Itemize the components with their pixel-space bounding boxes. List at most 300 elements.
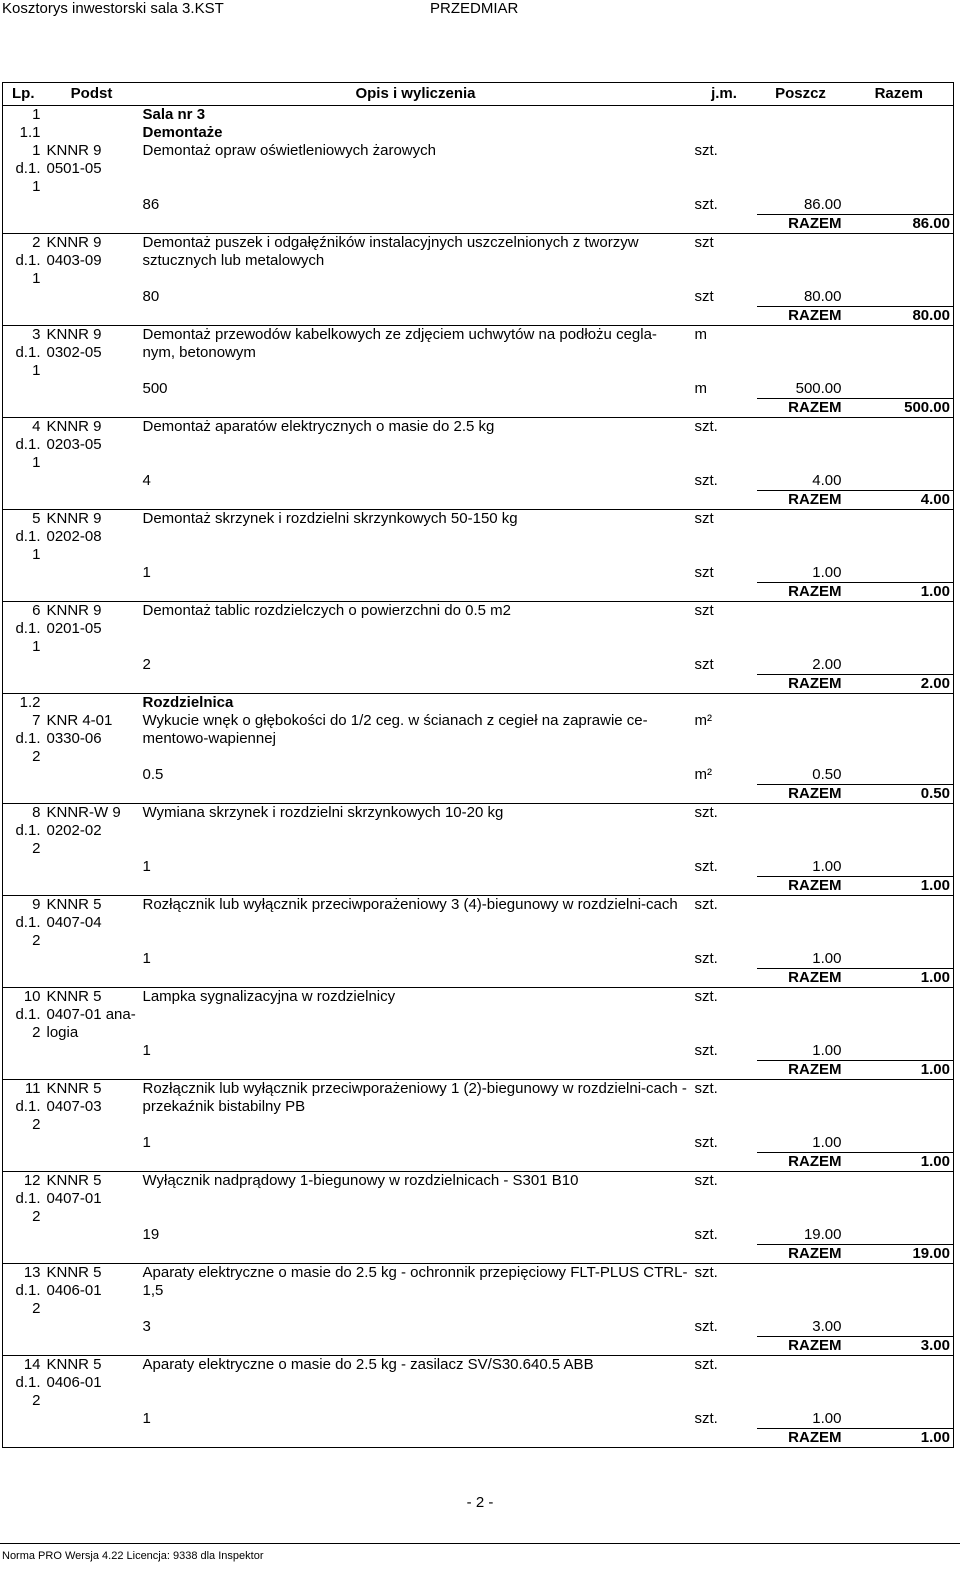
calc-unit: szt xyxy=(694,288,714,305)
calc-expression: 2 xyxy=(142,656,151,673)
item-spacer xyxy=(845,804,954,859)
item-podst-line: 0407-01 ana- xyxy=(46,1006,136,1023)
razem-label: RAZEM xyxy=(757,969,845,988)
razem-spacer xyxy=(692,969,757,988)
calc-poszcz: 1.00 xyxy=(812,1042,842,1059)
calc-spacer xyxy=(845,380,954,399)
calculation-row xyxy=(3,1410,954,1429)
calc-spacer xyxy=(44,656,140,675)
table-row xyxy=(3,988,954,1043)
calc-spacer xyxy=(3,766,44,785)
table-row xyxy=(3,712,954,766)
item-description: Aparaty elektryczne o masie do 2.5 kg - ochronnik przepięciowy FLT-PLUS CTRL-1,5 xyxy=(140,1264,692,1319)
subsection-name: Demontaże xyxy=(142,124,223,141)
calc-spacer xyxy=(845,656,954,675)
razem-value: 1.00 xyxy=(845,1153,954,1172)
item-podst-line: KNNR 5 xyxy=(46,896,102,913)
item-unit: szt xyxy=(692,602,757,657)
calc-unit: szt. xyxy=(694,1410,718,1427)
item-description: Aparaty elektryczne o masie do 2.5 kg - zasilacz SV/S30.640.5 ABB xyxy=(140,1356,692,1411)
razem-value: 86.00 xyxy=(845,215,954,234)
calc-spacer xyxy=(44,196,140,215)
table-row xyxy=(3,142,954,196)
razem-spacer xyxy=(692,675,757,694)
item-lp xyxy=(3,602,44,657)
item-podst-line: KNNR 9 xyxy=(46,142,102,159)
item-lp-line: 6 xyxy=(32,602,41,619)
item-lp-line: 1 xyxy=(32,270,41,287)
razem-label: RAZEM xyxy=(757,583,845,602)
item-podst-line: KNNR 9 xyxy=(46,510,102,527)
calc-spacer xyxy=(44,1226,140,1245)
razem-spacer xyxy=(3,675,44,694)
razem-row xyxy=(3,215,954,234)
calc-poszcz: 0.50 xyxy=(812,766,842,783)
item-description: Demontaż przewodów kabelkowych ze zdjęciem uchwytów na podłożu cegla-nym, betonowym xyxy=(140,326,692,381)
item-unit: szt. xyxy=(692,896,757,951)
subsection-spacer xyxy=(44,694,140,713)
item-podst-line: KNNR 5 xyxy=(46,1356,102,1373)
razem-row xyxy=(3,583,954,602)
item-lp-line: d.1. xyxy=(15,1282,41,1299)
item-lp xyxy=(3,1264,44,1319)
razem-spacer xyxy=(140,215,692,234)
item-unit: szt xyxy=(692,234,757,289)
calc-spacer xyxy=(3,1134,44,1153)
item-spacer xyxy=(757,1172,845,1227)
item-lp-line: 1 xyxy=(32,142,41,159)
calc-expression: 1 xyxy=(142,1410,151,1427)
calc-poszcz: 3.00 xyxy=(812,1318,842,1335)
razem-label: RAZEM xyxy=(757,785,845,804)
razem-spacer xyxy=(692,1153,757,1172)
item-podst-line: KNR 4-01 xyxy=(46,712,113,729)
section-name: Sala nr 3 xyxy=(142,106,206,123)
calculation-row xyxy=(3,1318,954,1337)
razem-spacer xyxy=(692,399,757,418)
item-podst-line: 0501-05 xyxy=(46,160,102,177)
razem-spacer xyxy=(140,1245,692,1264)
razem-spacer xyxy=(692,1245,757,1264)
item-description: Demontaż puszek i odgałęźników instalacyjnych uszczelnionych z tworzyw sztucznych lub metalowych xyxy=(140,234,692,289)
calc-spacer xyxy=(44,564,140,583)
calc-unit: szt xyxy=(694,564,714,581)
razem-row xyxy=(3,1061,954,1080)
item-podst-line: KNNR 5 xyxy=(46,1264,102,1281)
calc-unit: szt. xyxy=(694,196,718,213)
table-row xyxy=(3,1172,954,1227)
item-lp-line: 2 xyxy=(32,840,41,857)
calculation-row xyxy=(3,766,954,785)
item-podst-line: KNNR 9 xyxy=(46,326,102,343)
calculation-row xyxy=(3,656,954,675)
razem-value: 4.00 xyxy=(845,491,954,510)
calculation-row xyxy=(3,564,954,583)
calc-unit: szt. xyxy=(694,950,718,967)
item-spacer xyxy=(757,988,845,1043)
item-spacer xyxy=(845,510,954,565)
item-lp xyxy=(3,896,44,951)
calc-spacer xyxy=(845,766,954,785)
subsection-lp: 1.2 xyxy=(3,694,44,713)
page-number: - 2 - xyxy=(466,1494,494,1511)
subsection-spacer xyxy=(845,124,954,142)
calc-expression: 3 xyxy=(142,1318,151,1335)
razem-spacer xyxy=(44,215,140,234)
item-lp xyxy=(3,712,44,766)
calc-unit: m² xyxy=(694,766,712,783)
calc-spacer xyxy=(3,564,44,583)
calc-spacer xyxy=(845,196,954,215)
razem-spacer xyxy=(692,215,757,234)
calc-unit: m xyxy=(694,380,707,397)
calc-spacer xyxy=(44,472,140,491)
item-lp-line: d.1. xyxy=(15,160,41,177)
item-spacer xyxy=(757,896,845,951)
item-lp-line: 7 xyxy=(32,712,41,729)
item-lp-line: 12 xyxy=(23,1172,41,1189)
item-lp-line: 2 xyxy=(32,932,41,949)
razem-value: 1.00 xyxy=(845,969,954,988)
subsection-lp: 1.1 xyxy=(19,124,41,141)
calc-spacer xyxy=(44,1410,140,1429)
item-spacer xyxy=(845,896,954,951)
razem-spacer xyxy=(44,307,140,326)
item-lp-line: 11 xyxy=(24,1080,41,1097)
calc-spacer xyxy=(3,472,44,491)
calc-expression: 86 xyxy=(142,196,160,213)
item-unit: szt. xyxy=(692,1264,757,1319)
calc-unit: szt. xyxy=(694,1318,718,1335)
item-lp xyxy=(3,804,44,859)
razem-row xyxy=(3,785,954,804)
subsection-spacer xyxy=(692,694,757,713)
calc-expression: 1 xyxy=(142,858,151,875)
razem-spacer xyxy=(692,1061,757,1080)
footer-license: Norma PRO Wersja 4.22 Licencja: 9338 dla Inspektor xyxy=(2,1550,264,1562)
section-spacer xyxy=(692,106,757,125)
item-description: Demontaż aparatów elektrycznych o masie do 2.5 kg xyxy=(140,418,692,473)
item-podst xyxy=(44,326,140,381)
calc-spacer xyxy=(845,472,954,491)
item-podst xyxy=(44,988,140,1043)
item-podst-line: 0202-08 xyxy=(46,528,102,545)
calculation-row xyxy=(3,950,954,969)
calc-expression: 0.5 xyxy=(142,766,164,783)
razem-spacer xyxy=(140,399,692,418)
item-spacer xyxy=(757,1080,845,1135)
section-spacer xyxy=(757,106,845,125)
item-lp xyxy=(3,1080,44,1135)
razem-spacer xyxy=(44,785,140,804)
razem-value: 1.00 xyxy=(845,1061,954,1080)
subsection-row xyxy=(3,124,954,142)
item-description: Rozłącznik lub wyłącznik przeciwporażeniowy 3 (4)-biegunowy w rozdzielni-cach xyxy=(140,896,692,951)
razem-spacer xyxy=(140,491,692,510)
item-podst-line: 0403-09 xyxy=(46,252,102,269)
razem-label: RAZEM xyxy=(757,877,845,896)
item-spacer xyxy=(757,510,845,565)
table-row xyxy=(3,804,954,859)
item-description: Demontaż skrzynek i rozdzielni skrzynkowych 50-150 kg xyxy=(140,510,692,565)
item-lp xyxy=(3,234,44,289)
razem-spacer xyxy=(44,675,140,694)
calc-poszcz: 1.00 xyxy=(812,1134,842,1151)
razem-label: RAZEM xyxy=(757,1245,845,1264)
item-description: Rozłącznik lub wyłącznik przeciwporażeniowy 1 (2)-biegunowy w rozdzielni-cach - przekaźnik bistabilny PB xyxy=(140,1080,692,1135)
col-lp-header: Lp. xyxy=(3,83,44,106)
calculation-row xyxy=(3,196,954,215)
razem-value: 1.00 xyxy=(845,583,954,602)
item-description: Lampka sygnalizacyjna w rozdzielnicy xyxy=(140,988,692,1043)
razem-spacer xyxy=(3,1153,44,1172)
item-spacer xyxy=(845,1264,954,1319)
item-lp-line: 5 xyxy=(32,510,41,527)
item-lp-line: d.1. xyxy=(15,730,41,747)
calc-spacer xyxy=(3,1042,44,1061)
item-lp-line: 1 xyxy=(32,178,41,195)
section-lp: 1 xyxy=(32,106,41,123)
item-podst-line: 0330-06 xyxy=(46,730,102,747)
razem-spacer xyxy=(3,969,44,988)
item-spacer xyxy=(845,1080,954,1135)
calculation-row xyxy=(3,858,954,877)
razem-label: RAZEM xyxy=(757,1061,845,1080)
calc-poszcz: 19.00 xyxy=(803,1226,842,1243)
razem-spacer xyxy=(140,1061,692,1080)
table-row xyxy=(3,1264,954,1319)
item-podst-line: KNNR 5 xyxy=(46,1080,102,1097)
item-unit: szt. xyxy=(694,142,718,159)
razem-label: RAZEM xyxy=(757,1429,845,1448)
razem-row xyxy=(3,877,954,896)
item-spacer xyxy=(757,712,845,766)
razem-row xyxy=(3,491,954,510)
razem-spacer xyxy=(140,307,692,326)
razem-spacer xyxy=(692,1337,757,1356)
calc-spacer xyxy=(44,1318,140,1337)
calc-expression: 1 xyxy=(142,950,151,967)
table-row xyxy=(3,418,954,473)
calc-spacer xyxy=(3,656,44,675)
col-podst-header: Podst xyxy=(44,83,140,106)
item-podst xyxy=(44,142,140,196)
item-unit: szt. xyxy=(692,804,757,859)
calc-poszcz: 80.00 xyxy=(803,288,842,305)
calc-spacer xyxy=(3,1410,44,1429)
item-podst xyxy=(44,1080,140,1135)
calc-expression: 4 xyxy=(142,472,151,489)
razem-spacer xyxy=(3,785,44,804)
table-row xyxy=(3,1356,954,1411)
razem-label: RAZEM xyxy=(757,1153,845,1172)
col-poszcz-header: Poszcz xyxy=(757,83,845,106)
item-lp-line: 2 xyxy=(32,1208,41,1225)
item-podst-line: 0202-02 xyxy=(46,822,102,839)
item-spacer xyxy=(845,988,954,1043)
razem-spacer xyxy=(44,877,140,896)
razem-value: 80.00 xyxy=(845,307,954,326)
item-lp-line: 4 xyxy=(32,418,41,435)
item-podst-line: 0406-01 xyxy=(46,1374,102,1391)
item-spacer xyxy=(757,602,845,657)
item-unit: m² xyxy=(694,712,712,729)
col-opis-header: Opis i wyliczenia xyxy=(140,83,692,106)
subsection-spacer xyxy=(692,124,757,142)
item-lp-line: d.1. xyxy=(15,252,41,269)
item-lp-line: 2 xyxy=(32,748,41,765)
calc-poszcz: 86.00 xyxy=(803,196,842,213)
razem-spacer xyxy=(140,1429,692,1448)
calculation-row xyxy=(3,1042,954,1061)
calc-spacer xyxy=(3,288,44,307)
item-spacer xyxy=(845,142,954,196)
razem-label: RAZEM xyxy=(757,215,845,234)
razem-spacer xyxy=(3,583,44,602)
item-podst-line: 0407-03 xyxy=(46,1098,102,1115)
razem-spacer xyxy=(692,877,757,896)
calc-spacer xyxy=(44,766,140,785)
item-podst-line: KNNR 9 xyxy=(46,602,102,619)
item-podst-line: 0201-05 xyxy=(46,620,102,637)
item-spacer xyxy=(845,418,954,473)
section-spacer xyxy=(845,106,954,125)
calc-poszcz: 1.00 xyxy=(812,950,842,967)
item-spacer xyxy=(845,326,954,381)
item-podst-line: 0406-01 xyxy=(46,1282,102,1299)
item-lp-line: d.1. xyxy=(15,1374,41,1391)
item-podst-line: 0407-04 xyxy=(46,914,102,931)
razem-spacer xyxy=(140,785,692,804)
razem-row xyxy=(3,399,954,418)
calc-spacer xyxy=(845,564,954,583)
item-lp-line: 1 xyxy=(32,362,41,379)
razem-spacer xyxy=(140,1153,692,1172)
subsection-spacer xyxy=(845,694,954,713)
item-podst xyxy=(44,234,140,289)
item-podst xyxy=(44,510,140,565)
col-jm-header: j.m. xyxy=(692,83,757,106)
item-podst xyxy=(44,712,140,766)
item-lp-line: 2 xyxy=(32,1392,41,1409)
razem-spacer xyxy=(140,877,692,896)
item-lp xyxy=(3,1356,44,1411)
calc-spacer xyxy=(44,1042,140,1061)
item-spacer xyxy=(845,712,954,766)
razem-spacer xyxy=(692,583,757,602)
calc-poszcz: 4.00 xyxy=(812,472,842,489)
item-unit: szt. xyxy=(692,418,757,473)
estimate-table xyxy=(2,82,954,1448)
item-lp-line: 2 xyxy=(32,1116,41,1133)
razem-spacer xyxy=(44,399,140,418)
calc-spacer xyxy=(3,858,44,877)
item-description: Wymiana skrzynek i rozdzielni skrzynkowych 10-20 kg xyxy=(140,804,692,859)
item-spacer xyxy=(845,1356,954,1411)
razem-spacer xyxy=(44,1153,140,1172)
subsection-row xyxy=(3,694,954,713)
table-body xyxy=(3,106,954,1448)
item-lp-line: 10 xyxy=(23,988,41,1005)
table-row xyxy=(3,896,954,951)
calc-expression: 1 xyxy=(142,1042,151,1059)
item-lp xyxy=(3,142,44,196)
calc-spacer xyxy=(845,1410,954,1429)
calculation-row xyxy=(3,288,954,307)
item-unit: szt. xyxy=(692,1356,757,1411)
calc-spacer xyxy=(845,288,954,307)
calc-spacer xyxy=(845,1134,954,1153)
razem-row xyxy=(3,1337,954,1356)
calc-spacer xyxy=(845,1042,954,1061)
razem-row xyxy=(3,307,954,326)
item-description: Wyłącznik nadprądowy 1-biegunowy w rozdzielnicach - S301 B10 xyxy=(140,1172,692,1227)
item-unit: m xyxy=(692,326,757,381)
item-description: Demontaż opraw oświetleniowych żarowych xyxy=(142,142,436,159)
razem-spacer xyxy=(140,1337,692,1356)
item-spacer xyxy=(757,326,845,381)
calculation-row xyxy=(3,380,954,399)
table-row xyxy=(3,602,954,657)
razem-spacer xyxy=(3,399,44,418)
subsection-spacer xyxy=(757,694,845,713)
table-row xyxy=(3,510,954,565)
razem-row xyxy=(3,1245,954,1264)
document-mode: PRZEDMIAR xyxy=(430,0,519,17)
razem-row xyxy=(3,969,954,988)
item-podst xyxy=(44,1356,140,1411)
razem-value: 2.00 xyxy=(845,675,954,694)
item-podst-line: 0203-05 xyxy=(46,436,102,453)
section-row xyxy=(3,106,954,125)
razem-spacer xyxy=(44,969,140,988)
razem-label: RAZEM xyxy=(757,491,845,510)
calc-poszcz: 1.00 xyxy=(812,858,842,875)
item-lp-line: 9 xyxy=(32,896,41,913)
item-lp xyxy=(3,418,44,473)
razem-spacer xyxy=(44,1337,140,1356)
item-podst xyxy=(44,896,140,951)
item-podst xyxy=(44,418,140,473)
calc-unit: szt. xyxy=(694,1134,718,1151)
calc-spacer xyxy=(845,1226,954,1245)
razem-spacer xyxy=(692,307,757,326)
razem-value: 500.00 xyxy=(845,399,954,418)
item-lp-line: d.1. xyxy=(15,528,41,545)
col-razem-header: Razem xyxy=(845,83,954,106)
item-podst-line: KNNR-W 9 xyxy=(46,804,121,821)
razem-label: RAZEM xyxy=(757,399,845,418)
item-unit: szt xyxy=(692,510,757,565)
razem-spacer xyxy=(140,583,692,602)
item-lp-line: d.1. xyxy=(15,1098,41,1115)
item-podst xyxy=(44,1172,140,1227)
calc-spacer xyxy=(44,858,140,877)
calc-spacer xyxy=(44,1134,140,1153)
razem-spacer xyxy=(3,491,44,510)
calc-unit: szt. xyxy=(694,472,718,489)
item-spacer xyxy=(757,1264,845,1319)
calc-unit: szt. xyxy=(694,1042,718,1059)
calc-spacer xyxy=(44,950,140,969)
item-lp-line: 13 xyxy=(23,1264,41,1281)
calc-spacer xyxy=(845,950,954,969)
table-row xyxy=(3,234,954,289)
item-lp-line: 1 xyxy=(32,638,41,655)
item-podst-line: KNNR 9 xyxy=(46,418,102,435)
item-lp-line: d.1. xyxy=(15,436,41,453)
razem-row xyxy=(3,1429,954,1448)
